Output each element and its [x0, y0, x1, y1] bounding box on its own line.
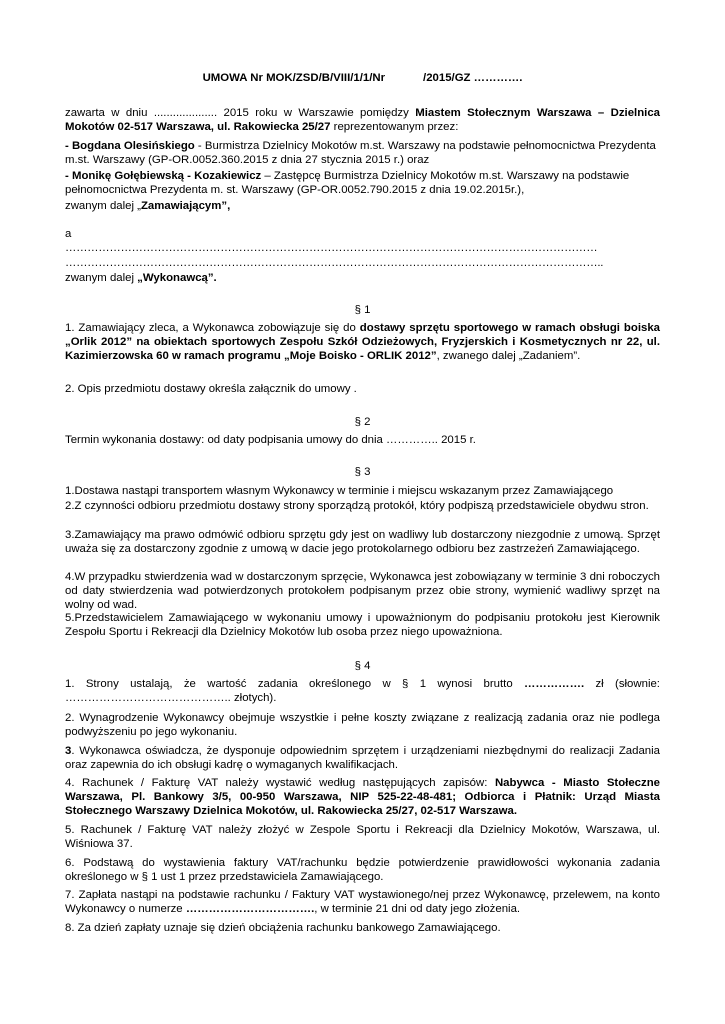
section-2-paragraph-1: Termin wykonania dostawy: od daty podpisania umowy do dnia ………….. 2015 r. — [65, 434, 476, 446]
section-2-heading: § 2 — [354, 416, 371, 428]
intro-representative-2: - Monikę Gołębiewską - Kozakiewicz – Zastępcę Burmistrza Dzielnicy Mokotów m.st. Warszawy na podstawie pełnomocnictwa Prezydenta m. st. Warszawy (GP-OR.0052.790.2015 z dnia 19.02.2015r.), — [65, 170, 630, 196]
contract-title: UMOWA Nr MOK/ZSD/B/VIII/1/1/Nr /2015/GZ …………. — [202, 72, 523, 84]
section-3-paragraph-3: 3.Zamawiający ma prawo odmówić odbioru sprzętu gdy jest on wadliwy lub dostarczony niezgodnie z umową. Sprzęt uważa się za dostarczony zgodnie z umową w dacie jego protokolarnego odbioru bez zastrzeżeń Zamawiającego. — [65, 529, 660, 555]
intro-parties-paragraph: zawarta w dniu .................... 2015 roku w Warszawie pomiędzy Miastem Stołecznym Warszawa – Dzielnica Mokotów 02-517 Warszawa, ul. Rakowiecka 25/27 reprezentowanym przez: — [65, 107, 661, 133]
section-4-paragraph-2: 2. Wynagrodzenie Wykonawcy obejmuje wszystkie i pełne koszty związane z realizacją zadania oraz nie podlega podwyższeniu po jego wykonaniu. — [65, 712, 660, 738]
party2-a: a — [65, 228, 72, 240]
section-4-paragraph-7: 7. Zapłata nastąpi na podstawie rachunku / Faktury VAT wystawionego/nej przez Wykonawcę, przelewem, na konto Wykonawcy o numerze ……………………………., w terminie 21 dni od daty jego złożenia. — [65, 889, 660, 915]
section-1-paragraph-2: 2. Opis przedmiotu dostawy określa załącznik do umowy . — [65, 383, 357, 395]
section-3-heading: § 3 — [354, 466, 371, 478]
section-4-paragraph-4: 4. Rachunek / Fakturę VAT należy wystawić według następujących zapisów: Nabywca - Miasto Stołeczne Warszawa, Pl. Bankowy 3/5, 00-950 Warszawa, NIP 525-22-48-481; Odbiorca i Płatnik: Urząd Miasta Stołecznego Warszawy Dzielnica Mokotów, ul. Rakowiecka 25/27, 02-517 Warszawa. — [65, 777, 660, 817]
section-4-paragraph-5: 5. Rachunek / Fakturę VAT należy złożyć w Zespole Sportu i Rekreacji dla Dzielnicy Mokotów, Warszawa, ul. Wiśniowa 37. — [65, 824, 660, 850]
party2-dots-line-1: ……………………………………………………………………………………………………………………………… — [65, 242, 598, 254]
section-4-paragraph-1: 1. Strony ustalają, że wartość zadania określonego w § 1 wynosi brutto ……………. zł (słownie: …………………………………….. złotych). — [65, 678, 660, 704]
intro-named-zamawiajacy: zwanym dalej „Zamawiającym”, — [65, 200, 231, 212]
section-3-paragraph-1: 1.Dostawa nastąpi transportem własnym Wykonawcy w terminie i miejscu wskazanym przez Zamawiającego — [65, 485, 614, 497]
section-4-paragraph-6: 6. Podstawą do wystawienia faktury VAT/rachunku będzie potwierdzenie prawidłowości wykonania zadania określonego w § 1 ust 1 przez przedstawiciela Zamawiającego. — [65, 857, 660, 883]
section-1-heading: § 1 — [354, 304, 371, 316]
section-4-paragraph-8: 8. Za dzień zapłaty uznaje się dzień obciążenia rachunku bankowego Zamawiającego. — [65, 922, 501, 934]
intro-representative-1: - Bogdana Olesińskiego - Burmistrza Dzielnicy Mokotów m.st. Warszawy na podstawie pełnomocnictwa Prezydenta m.st. Warszawy (GP-OR.0052.360.2015 z dnia 27 stycznia 2015 r.) oraz — [65, 140, 656, 166]
section-1-paragraph-1: 1. Zamawiający zleca, a Wykonawca zobowiązuje się do dostawy sprzętu sportowego w ramach obsługi boiska „Orlik 2012” na obiektach sportowych Zespołu Szkół Odzieżowych, Fryzjerskich i Kosmetycznych nr 22, ul. Kazimierzowska 60 w ramach programu „Moje Boisko - ORLIK 2012”, zwanego dalej „Zadaniem”. — [65, 322, 660, 362]
section-3-paragraph-4: 4.W przypadku stwierdzenia wad w dostarczonym sprzęcie, Wykonawca jest zobowiązany w terminie 3 dni roboczych od daty stwierdzenia wad potwierdzonych protokołem podpisanym przez obie strony, wymienić wadliwy sprzęt na wolny od wad. — [65, 571, 660, 611]
section-4-paragraph-3: 3. Wykonawca oświadcza, że dysponuje odpowiednim sprzętem i urządzeniami niezbędnymi do realizacji Zadania oraz zapewnia do ich obsługi kadrę o wymaganych kwalifikacjach. — [65, 745, 660, 771]
section-4-heading: § 4 — [354, 660, 371, 672]
section-3-paragraph-2: 2.Z czynności odbioru przedmiotu dostawy strony sporządzą protokół, który podpiszą przedstawiciele obydwu stron. — [65, 500, 649, 512]
section-3-paragraph-5: 5.Przedstawicielem Zamawiającego w wykonaniu umowy i upoważnionym do podpisaniu protokołu jest Kierownik Zespołu Sportu i Rekreacji dla Dzielnicy Mokotów lub osoba przez niego upoważniona. — [65, 612, 660, 638]
party2-named-wykonawca: zwanym dalej „Wykonawcą”. — [65, 272, 217, 284]
party2-dots-line-2: ……………………………………………………………………………………………………………………………….. — [65, 257, 604, 269]
